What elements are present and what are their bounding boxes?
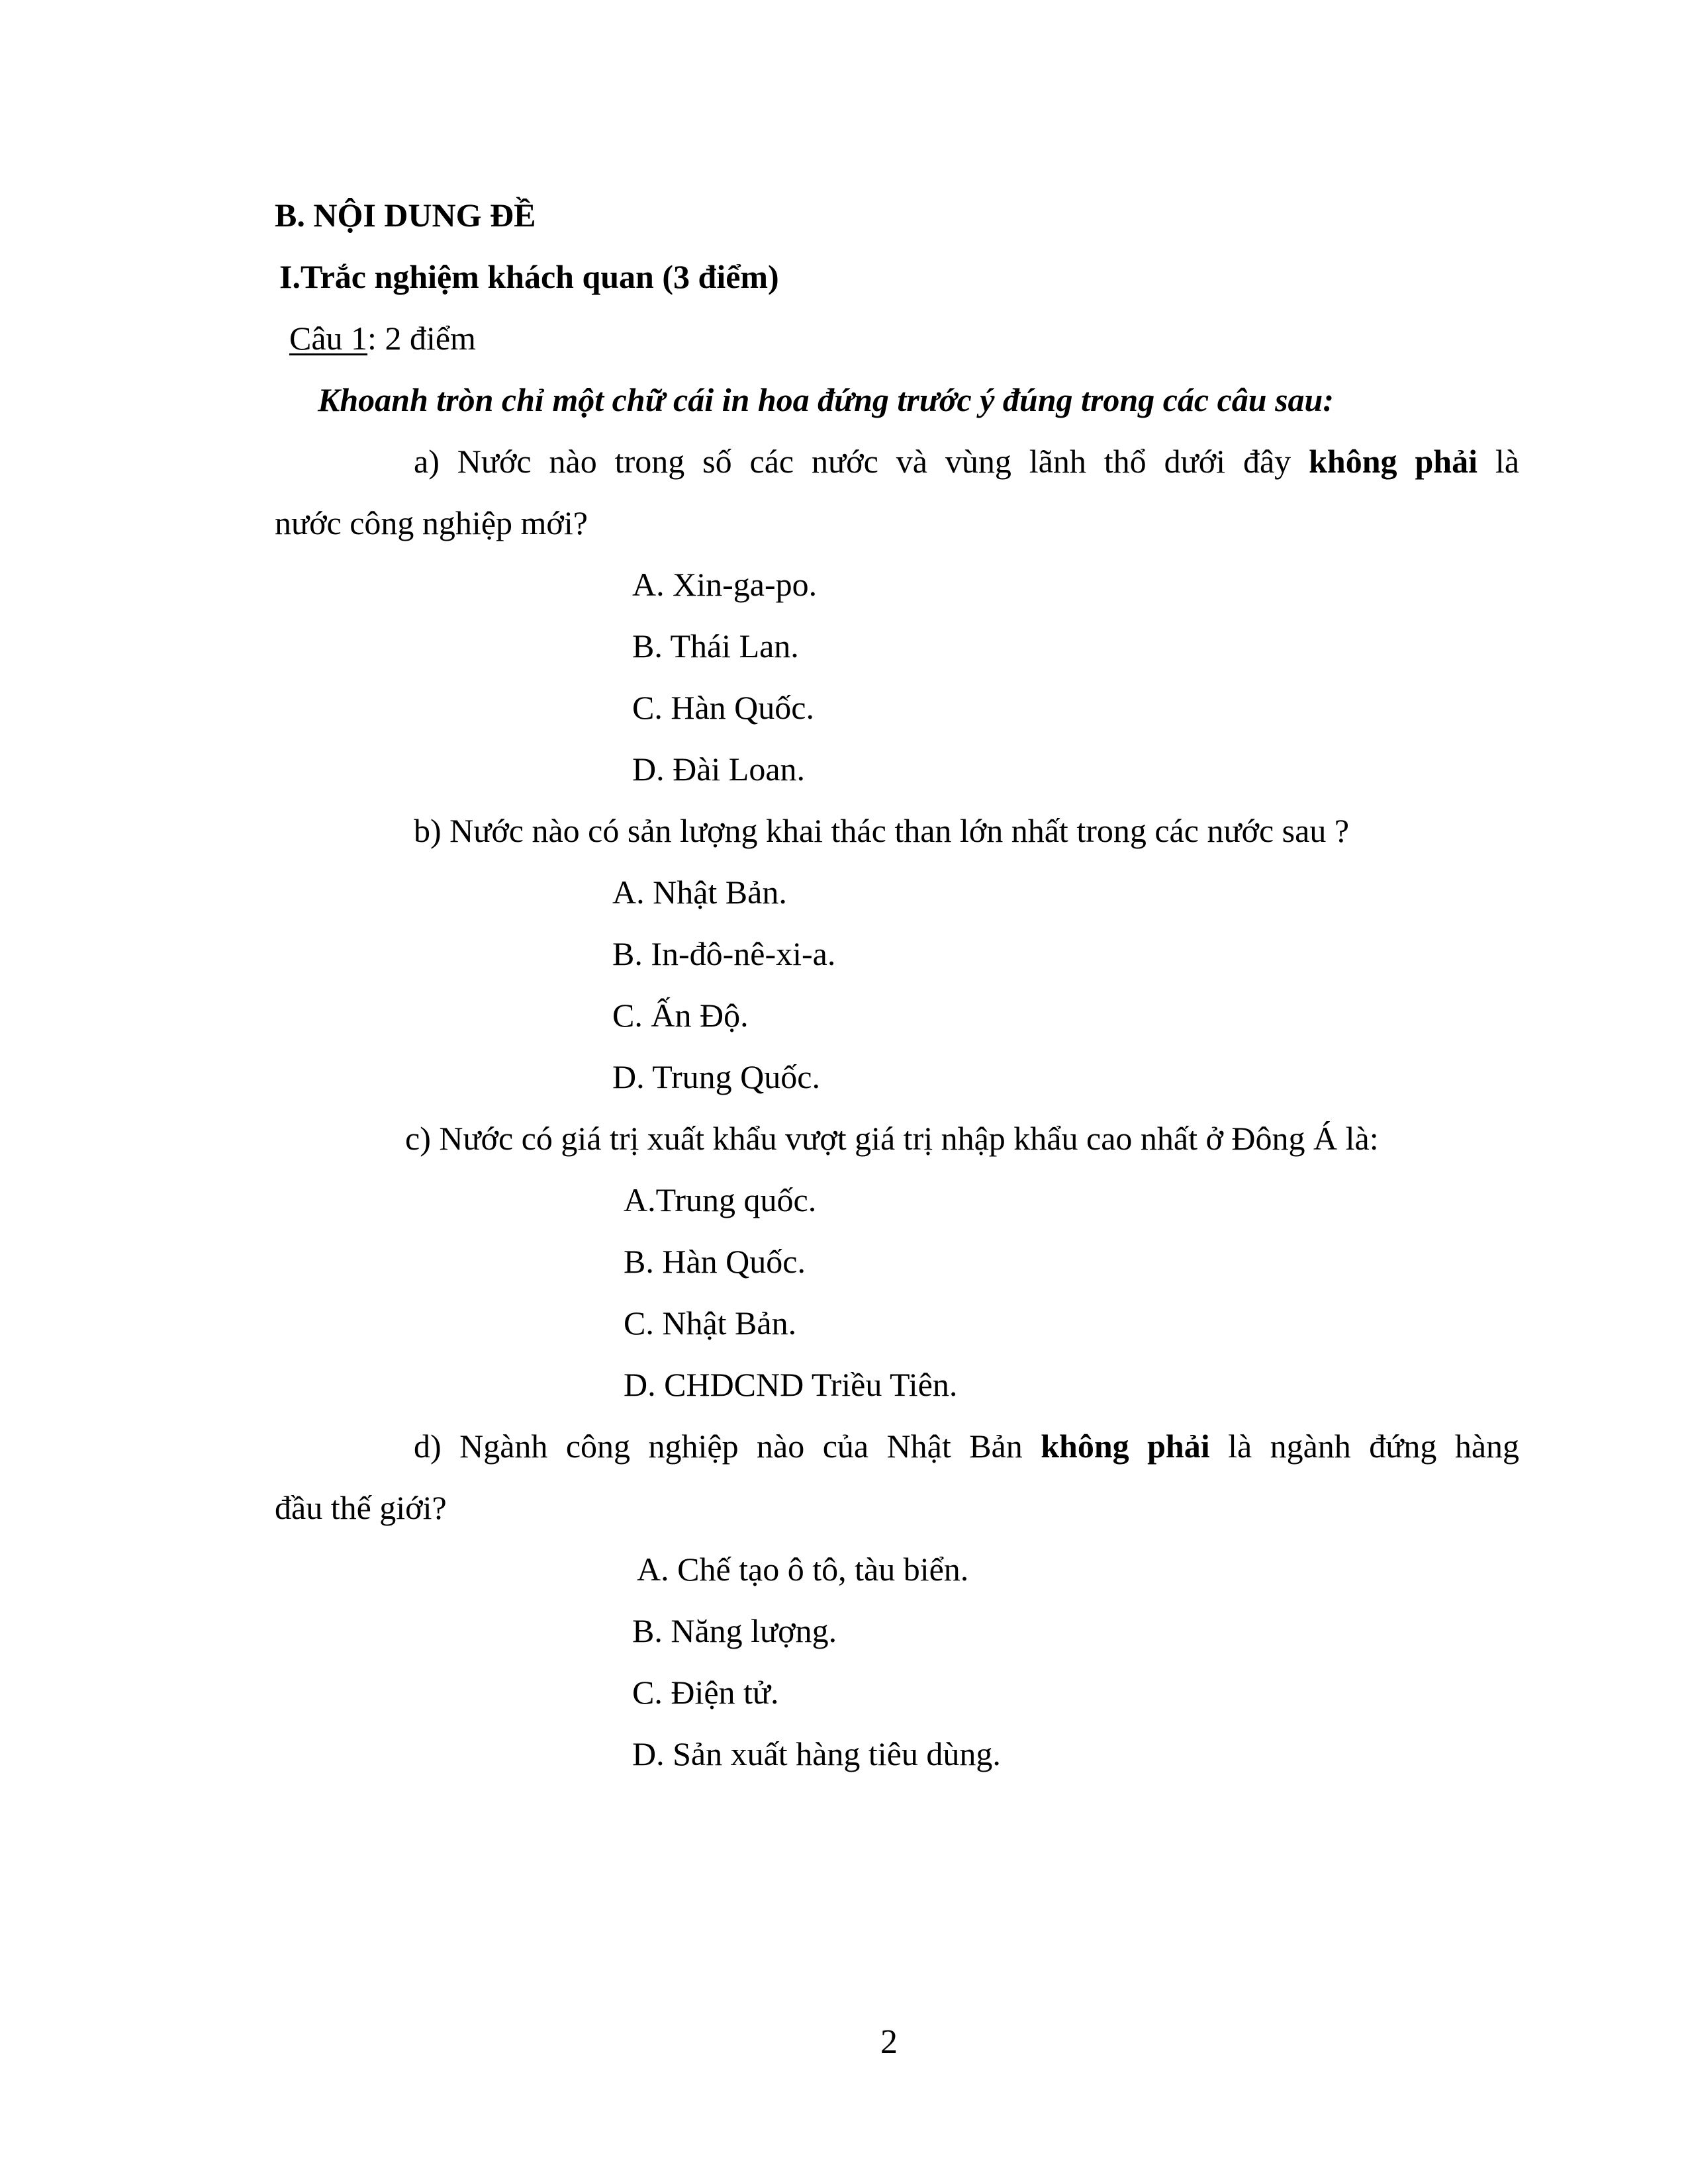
item-b-option-c[interactable]: C. Ấn Độ. [612, 997, 749, 1034]
item-b-option-a[interactable]: A. Nhật Bản. [612, 874, 787, 911]
item-a-text-before: a) Nước nào trong số các nước và vùng lãnh thổ dưới đây [414, 443, 1291, 480]
item-d-option-a[interactable]: A. Chế tạo ô tô, tàu biển. [637, 1551, 969, 1588]
item-a-option-c[interactable]: C. Hàn Quốc. [632, 689, 814, 726]
item-c-line-1: c) Nước có giá trị xuất khẩu vượt giá trị nhập khẩu cao nhất ở Đông Á là: [405, 1120, 1379, 1157]
item-d-text-after: là ngành đứng hàng [1228, 1428, 1520, 1465]
item-d-option-d[interactable]: D. Sản xuất hàng tiêu dùng. [632, 1735, 1001, 1772]
item-d-emphasis: không phải [1041, 1428, 1210, 1465]
item-d-option-c[interactable]: C. Điện tử. [632, 1674, 779, 1711]
item-a-text-after: là [1495, 443, 1520, 480]
item-b-line-1: b) Nước nào có sản lượng khai thác than lớn nhất trong các nước sau ? [414, 812, 1350, 849]
item-c-option-c[interactable]: C. Nhật Bản. [624, 1304, 797, 1342]
question-heading [289, 322, 476, 355]
item-a-option-b[interactable]: B. Thái Lan. [632, 627, 799, 664]
item-c-option-b[interactable]: B. Hàn Quốc. [624, 1243, 806, 1280]
page-number: 2 [880, 2023, 898, 2061]
item-a-option-d[interactable]: D. Đài Loan. [632, 751, 806, 788]
item-a-emphasis: không phải [1309, 443, 1477, 480]
item-c-option-a[interactable]: A.Trung quốc. [624, 1181, 817, 1218]
item-a-option-a[interactable]: A. Xin-ga-po. [632, 566, 818, 603]
item-c-option-d[interactable]: D. CHDCND Triều Tiên. [624, 1366, 958, 1403]
question-label: Câu 1 [289, 320, 368, 357]
part-title: I.Trắc nghiệm khách quan (3 điểm) [279, 258, 779, 295]
item-d-text-before: d) Ngành công nghiệp nào của Nhật Bản [414, 1428, 1023, 1465]
item-b-option-d[interactable]: D. Trung Quốc. [612, 1058, 820, 1095]
item-a-line-2: nước công nghiệp mới? [275, 504, 588, 541]
question-points: : 2 điểm [367, 320, 476, 357]
item-a-line-1 [414, 445, 1519, 478]
item-d-line-2: đầu thế giới? [275, 1489, 447, 1526]
section-title: B. NỘI DUNG ĐỀ [275, 197, 536, 234]
item-d-option-b[interactable]: B. Năng lượng. [632, 1612, 837, 1649]
item-b-option-b[interactable]: B. In-đô-nê-xi-a. [612, 935, 836, 972]
item-d-line-1 [414, 1430, 1519, 1463]
question-instruction: Khoanh tròn chỉ một chữ cái in hoa đứng trước ý đúng trong các câu sau: [318, 381, 1335, 418]
